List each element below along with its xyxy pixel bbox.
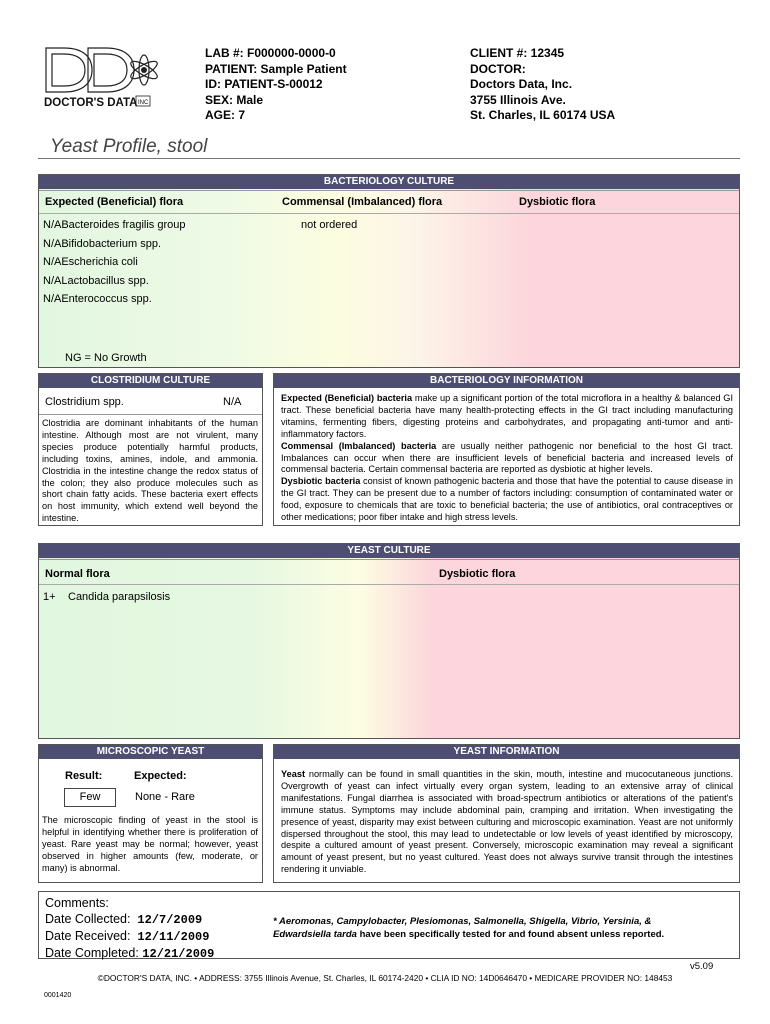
expected-flora-list [43,219,185,312]
yeast-culture-panel [38,543,740,739]
patient-id: ID: PATIENT-S-00012 [205,77,323,91]
footer-line: ©DOCTOR'S DATA, INC. • ADDRESS: 3755 Illinois Avenue, St. Charles, IL 60174-2420 • CLIA ID NO: 14D0646470 • MEDICARE PROVIDER NO: 148453 [97,973,673,983]
clostridium-name: Clostridium spp. [45,396,124,408]
flora-result: N/A [43,237,62,250]
flora-result: N/A [43,274,62,287]
expected-flora-item [43,256,185,275]
expected-flora-item [43,238,185,257]
flora-name: Bifidobacterium spp. [61,237,162,250]
flora-name: Enterococcus spp. [61,293,152,305]
yeast-info-panel [273,744,740,883]
no-growth-note: NG = No Growth [65,352,147,364]
comments-panel [38,891,740,959]
yeast-organism: Candida parapsilosis [68,591,171,603]
date-collected-label: Date Collected: [45,912,131,926]
bacteriology-culture-bar: BACTERIOLOGY CULTURE [39,175,739,189]
flora-result: N/A [43,293,62,305]
col-yeast-dysbiotic: Dysbiotic flora [439,568,516,580]
yeast-info-text: Yeast normally can be found in small quantities in the skin, mouth, intestine and mucocutaneous junctions. Overgrowth of yeast can infect virtually every organ system, leading to an extensive array of clinical manifestations. Fungal diarrhea is associated with broad-spectrum antibiotics or alterations of the patient's immune status. Symptoms may include abdominal pain, cramping and irritation. When investigating the presence of yeast, disparity may exist between culturing and microscopic examination. Yeast are not uniformly dispersed throughout the stool, this may lead to undetectable or low levels of yeast identified by microscopy, despite a cultured amount of yeast present. Conversely, microscopic examination may reveal a significant amount of yeast present, but no yeast cultured. Yeast does not always survive transit through the intestines rendering it unviable. [281,769,733,875]
bacteriology-info-bar: BACTERIOLOGY INFORMATION [274,374,739,388]
doctor-label: DOCTOR: [470,61,526,76]
clostridium-description: Clostridia are dominant inhabitants of the human intestine. Although most are not virulent, many species produce potentially harmful products, including toxins, amines, indole, and ammonia. Clostridia in the intestine change the redox status of the colon; they also produce molecules such as short chain fatty acids. These bacteria exert effects on host immunity, which extend well beyond the intestine. [42,418,258,524]
col-normal-flora: Normal flora [45,568,110,580]
page-title: Yeast Profile, stool [50,136,208,157]
flora-name: Escherichia coli [61,256,138,268]
flora-result: N/A [43,256,62,268]
microscopic-yeast-panel [38,744,263,883]
microscopic-expected: None - Rare [135,791,195,803]
client-number: CLIENT #: 12345 [470,46,565,60]
date-received-label: Date Received: [45,929,131,943]
expected-flora-item [43,293,185,312]
col-expected: Expected (Beneficial) flora [45,196,184,208]
doctor-city: St. Charles, IL 60174 USA [470,108,616,122]
bacteriology-info-text: Expected (Beneficial) bacteria make up a significant portion of the total microflora in a healthy & balanced GI tract. These beneficial bacteria have many health-protecting effects in the GI tract including manufacturing vitamins, fermenting fibers, digesting proteins and carbohydrates, and propagating anti-tumor and anti-inflammatory factors. Commensal (Imbalanced) bacteria are usually neither pathogenic nor beneficial to the host GI tract. Imbalances can occur when there are insufficient levels of beneficial bacteria and increased levels of commensal bacteria. Certain commensal bacteria are reported as dysbiotic at higher levels. Dysbiotic bacteria consist of known pathogenic bacteria and those that have the potential to cause disease in the GI tract. They can be present due to a number of factors including: consumption of contaminated water or food, exposure to chemicals that are toxic to beneficial bacteria; the use of antibiotics, oral contraceptives or other medications; poor fiber intake and high stress levels. [281,393,734,523]
date-received: 12/11/2009 [137,930,210,944]
patient-name: PATIENT: Sample Patient [205,61,347,76]
pathogen-note: * Aeromonas, Campylobacter, Plesiomonas, Salmonella, Shigella, Vibrio, Yersinia, & Edwardsiella tarda have been specifically tested for and found absent unless reported. [273,916,665,940]
expected-label: Expected: [134,770,187,782]
date-completed-label: Date Completed: [45,946,139,960]
col-dysbiotic: Dysbiotic flora [519,196,596,208]
logo-text: DOCTOR'S DATA [44,97,138,109]
date-completed: 12/21/2009 [142,947,215,961]
yeast-result: 1+ [43,591,56,603]
patient-sex: SEX: Male [205,92,264,107]
title-divider [38,158,740,159]
flora-result: N/A [43,219,62,231]
patient-info [205,46,347,124]
doctor-name: Doctors Data, Inc. [470,77,573,91]
document-code: 0001420 [44,992,72,999]
client-info [470,46,615,124]
microscopic-result: Few [64,788,116,807]
commensal-note: not ordered [301,219,358,231]
flora-name: Bacteroides fragilis group [61,219,186,231]
clostridium-panel [38,373,263,526]
expected-flora-item [43,219,185,238]
version: v5.09 [690,961,714,972]
logo-mark: INC [138,100,149,106]
yeast-info-bar: YEAST INFORMATION [274,745,739,759]
patient-age: AGE: 7 [205,108,246,122]
col-commensal: Commensal (Imbalanced) flora [282,196,443,208]
result-label: Result: [65,770,103,782]
bacteriology-info-panel [273,373,740,526]
microscopic-yeast-bar: MICROSCOPIC YEAST [39,745,262,759]
comments-block [45,895,214,962]
clostridium-result: N/A [223,396,242,408]
yeast-culture-bar: YEAST CULTURE [39,544,739,558]
microscopic-description: The microscopic finding of yeast in the stool is helpful in identifying whether there is proliferation of yeast. Rare yeast may be normal; however, yeast observed in higher amounts (few, moderate, or many) is abnormal. [42,815,258,873]
comments-label: Comments: [45,896,109,910]
bacteriology-culture-panel [38,174,740,368]
lab-number: LAB #: F000000-0000-0 [205,46,336,60]
clostridium-bar: CLOSTRIDIUM CULTURE [39,374,262,388]
expected-flora-item [43,275,185,294]
doctor-street: 3755 Illinois Ave. [470,92,566,107]
doctors-data-logo [40,40,165,112]
date-collected: 12/7/2009 [137,913,203,927]
flora-name: Lactobacillus spp. [61,274,149,287]
